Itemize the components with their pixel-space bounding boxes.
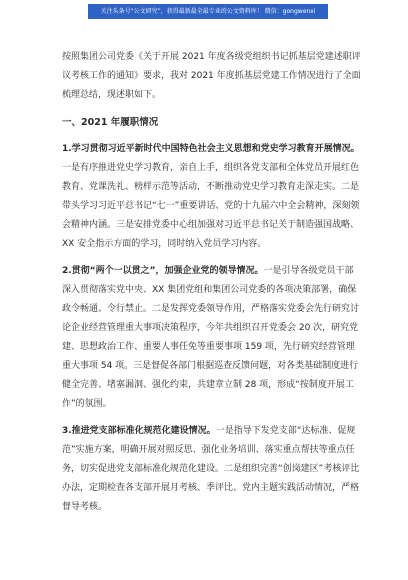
- paragraph-3-lead: 3.推进党支部标准化规范化建设情况。: [62, 426, 216, 436]
- top-banner: [0, 0, 408, 24]
- document-body: [62, 48, 362, 517]
- paragraph-2-lead: 2.贯彻“两个一以贯之”，加强企业党的领导情况。: [62, 266, 264, 276]
- paragraph-1-body: 一是有序推进党史学习教育，亲自上手，组织各党支部和全体党员开展红色教育、党课洗礼、榜样示范等活动，不断推动党史学习教育走深走实。二是带头学习习近平总书记“七一”重要讲话、党的十九届六中全会精神，深刻领会精神内涵。三是安排党委中心组加强对习近平总书记关于制造强国战略、XX 安全指示方面的学习，同时纳入党员学习内容。: [62, 163, 360, 249]
- paragraph-2-body: 一是引导各级党员干部深入贯彻落实党中央、XX 集团党组和集团公司党委的各项决策部署，确保政令畅通、令行禁止。二是发挥党委领导作用，严格落实党委会先行研究讨论企业经营管理重大事项决策程序，今年共组织召开党委会 20 次，研究党建、思想政治工作、重要人事任免等重要事项 159 项，先行研究经营管理重大事项 54 项。三是督促各部门根据巡查反馈问题，对各类基础制度进行健全完善、堵塞漏洞、强化约束，共建章立制 28 项，形成“按制度开展工作”的氛围。: [62, 266, 360, 409]
- intro-paragraph: 按照集团公司党委《关于开展 2021 年度各级党组织书记抓基层党建述职评议考核工作的通知》要求，我对 2021 年度抓基层党建工作情况进行了全面梳理总结，现述职如下。: [62, 52, 361, 100]
- section-heading: 一、2021 年履职情况: [62, 117, 159, 128]
- paragraph-1-lead: 1.学习贯彻习近平新时代中国特色社会主义思想和党史学习教育开展情况。: [62, 144, 360, 154]
- paragraph-3-body: 一是指导下发党支部“达标准、促规范”实施方案，明确开展对照反思、强化业务培训、落实重点帮扶等重点任务，切实促进党支部标准化规范化建设。二是组织完善“创岗建区”考核评比办法，定期检查各支部开展月考核、季评比、党内主题实践活动情况，严格督导考核。: [62, 426, 360, 512]
- paragraph-1: [62, 140, 362, 254]
- banner-link[interactable]: 关注头条号“公文研究”，获得最新最全最专业的公文资料库！ 微信：gongwenxi: [88, 4, 328, 19]
- paragraph-3: [62, 422, 362, 517]
- paragraph-2: [62, 262, 362, 414]
